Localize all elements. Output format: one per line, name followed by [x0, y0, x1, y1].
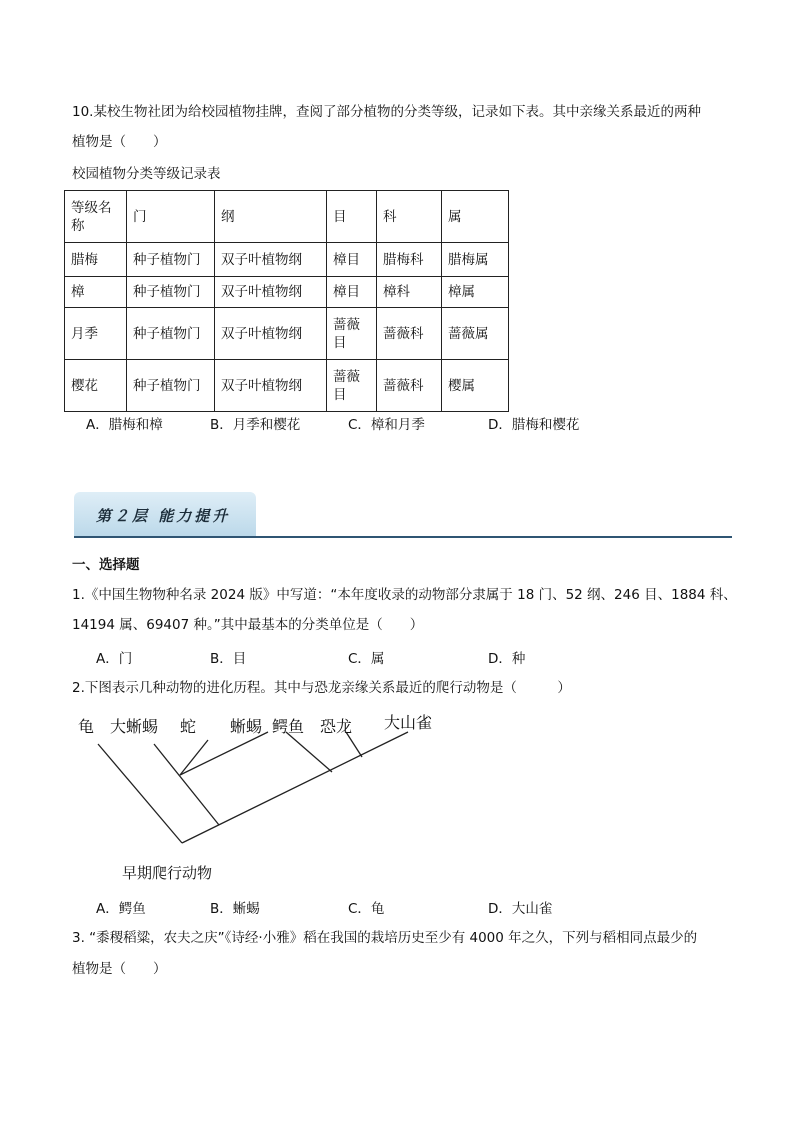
- table-cell: 月季: [65, 308, 127, 360]
- table-header-cell: 纲: [215, 191, 327, 243]
- q10-options: [86, 413, 716, 433]
- branch-turtle: [98, 744, 182, 843]
- table-cell: 蔷薇属: [442, 308, 509, 360]
- table-cell: 腊梅: [65, 243, 127, 277]
- table-row: [65, 360, 509, 412]
- branch-lizard: [180, 732, 268, 775]
- q10-stem-line1: 10.某校生物社团为给校园植物挂牌，查阅了部分植物的分类等级，记录如下表。其中亲缘关系最近的两种: [72, 104, 701, 120]
- table-header-cell: 科: [377, 191, 442, 243]
- branch-snake: [180, 740, 208, 775]
- table-cell: 樟属: [442, 277, 509, 308]
- table-cell: 樟目: [327, 243, 377, 277]
- table-cell: 种子植物门: [127, 360, 215, 412]
- table-cell: 种子植物门: [127, 277, 215, 308]
- branch-tuatara: [154, 744, 219, 825]
- tree-label-snake: 蛇: [180, 717, 197, 736]
- q3-stem-line2: 植物是（ ）: [72, 961, 167, 977]
- q10-table-title: 校园植物分类等级记录表: [72, 166, 221, 182]
- q10-option-c[interactable]: C．樟和月季: [348, 417, 425, 433]
- q1-stem-line1: 1.《中国生物物种名录 2024 版》中写道：“本年度收录的动物部分隶属于 18 门、52 纲、246 目、1884 科、: [72, 587, 737, 603]
- q2-stem: 2.下图表示几种动物的进化历程。其中与恐龙亲缘关系最近的爬行动物是（ ）: [72, 680, 571, 696]
- table-cell: 双子叶植物纲: [215, 308, 327, 360]
- q3-stem-line1: 3. “黍稷稻粱，农夫之庆”《诗经·小雅》稻在我国的栽培历史至少有 4000 年之久，下列与稻相同点最少的: [72, 930, 698, 946]
- q1-option-a[interactable]: A．门: [96, 651, 133, 667]
- section-banner: [74, 492, 256, 536]
- q1-option-b[interactable]: B．目: [210, 651, 247, 667]
- table-row: [65, 243, 509, 277]
- table-cell: 种子植物门: [127, 308, 215, 360]
- table-cell: 樟: [65, 277, 127, 308]
- section-divider: [74, 536, 732, 538]
- tree-root-label: 早期爬行动物: [122, 864, 213, 882]
- tree-label-dinosaur: 恐龙: [320, 717, 353, 736]
- table-cell: 蔷薇目: [327, 360, 377, 412]
- q2-option-c[interactable]: C．龟: [348, 901, 385, 917]
- tree-label-turtle: 龟: [78, 717, 95, 736]
- table-row: [65, 277, 509, 308]
- branch-crocodile: [286, 732, 332, 772]
- q2-option-d[interactable]: D．大山雀: [488, 901, 553, 917]
- tree-label-crocodile: 鳄鱼: [272, 717, 305, 736]
- q10-stem-line2: 植物是（ ）: [72, 134, 167, 150]
- table-row: [65, 308, 509, 360]
- table-cell: 双子叶植物纲: [215, 360, 327, 412]
- q2-option-a[interactable]: A．鳄鱼: [96, 901, 146, 917]
- table-cell: 樱花: [65, 360, 127, 412]
- table-cell: 蔷薇科: [377, 360, 442, 412]
- section-heading: 一、选择题: [72, 557, 140, 573]
- table-header-cell: 目: [327, 191, 377, 243]
- q1-option-d[interactable]: D．种: [488, 651, 526, 667]
- table-header-row: [65, 191, 509, 243]
- table-cell: 蔷薇科: [377, 308, 442, 360]
- table-cell: 腊梅属: [442, 243, 509, 277]
- q10-option-b[interactable]: B．月季和樱花: [210, 417, 301, 433]
- table-cell: 樟科: [377, 277, 442, 308]
- tree-label-great-tit: 大山雀: [384, 713, 433, 732]
- q1-stem-line2: 14194 属、69407 种。”其中最基本的分类单位是（ ）: [72, 617, 424, 633]
- classification-table: [64, 190, 509, 412]
- table-cell: 双子叶植物纲: [215, 277, 327, 308]
- main-trunk: [182, 732, 408, 843]
- evolution-tree-diagram: [60, 700, 480, 890]
- tree-label-tuatara: 大蜥蜴: [110, 717, 159, 736]
- table-cell: 樱属: [442, 360, 509, 412]
- table-header-cell: 等级名称: [65, 191, 127, 243]
- q1-options: [96, 647, 716, 667]
- table-header-cell: 门: [127, 191, 215, 243]
- q1-option-c[interactable]: C．属: [348, 651, 385, 667]
- table-cell: 樟目: [327, 277, 377, 308]
- table-cell: 蔷薇目: [327, 308, 377, 360]
- table-cell: 种子植物门: [127, 243, 215, 277]
- q2-option-b[interactable]: B．蜥蜴: [210, 901, 260, 917]
- table-header-cell: 属: [442, 191, 509, 243]
- table-cell: 双子叶植物纲: [215, 243, 327, 277]
- q10-option-d[interactable]: D．腊梅和樱花: [488, 417, 580, 433]
- q10-option-a[interactable]: A．腊梅和樟: [86, 417, 163, 433]
- tree-label-lizard: 蜥蜴: [230, 717, 263, 736]
- q2-options: [96, 897, 716, 917]
- section-banner-title: 第２层 能力提升: [96, 507, 231, 525]
- table-cell: 腊梅科: [377, 243, 442, 277]
